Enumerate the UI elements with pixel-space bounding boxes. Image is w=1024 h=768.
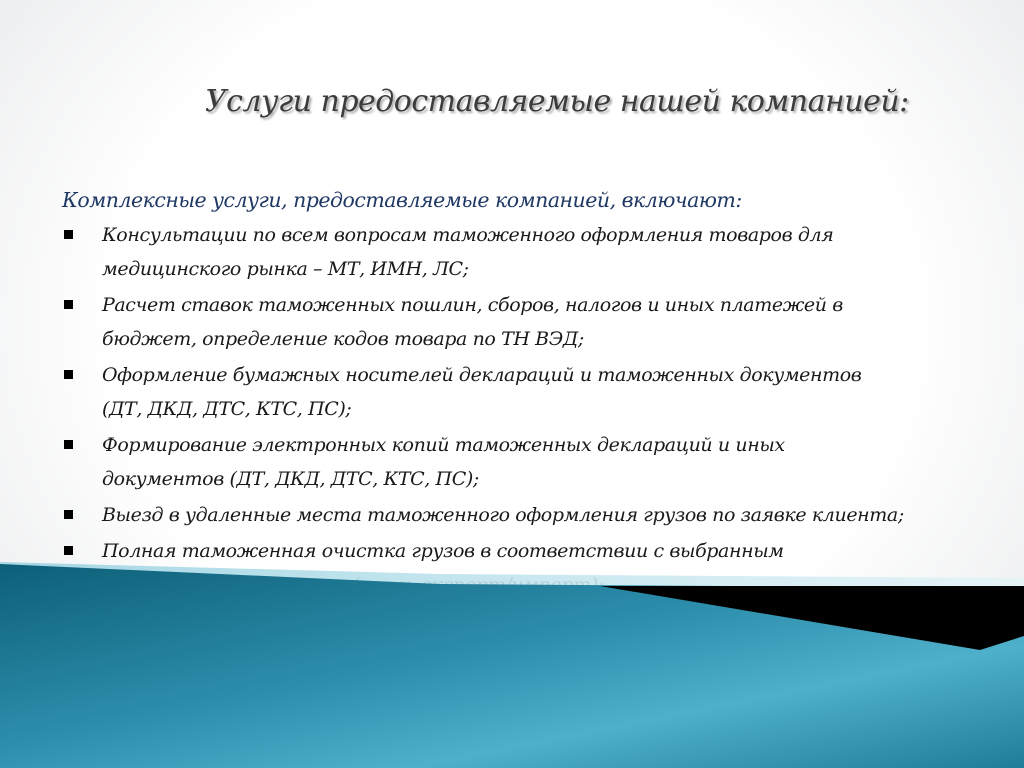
list-item-line: Консультации по всем вопросам таможенного оформления товаров для [102, 224, 834, 246]
intro-text: Комплексные услуги, предоставляемые компанией, включают: [62, 188, 742, 212]
list-item-line: Оформление бумажных носителей деклараций и таможенных документов [102, 364, 862, 386]
list-item-line: Полная таможенная очистка грузов в соответствии с выбранным [102, 540, 784, 562]
list-item-line: (ДТ, ДКД, ДТС, КТС, ПС); [102, 398, 352, 420]
list-item-line: Формирование электронных копий таможенных деклараций и иных [102, 434, 785, 456]
slide-title: Услуги предоставляемые нашей компанией: [205, 84, 909, 119]
list-item-line: медицинского рынка – МТ, ИМН, ЛС; [102, 258, 469, 280]
list-item-line: документов (ДТ, ДКД, ДТС, КТС, ПС); [102, 468, 479, 490]
list-item-line: Выезд в удаленные места таможенного оформления грузов по заявке клиента; [102, 504, 904, 526]
list-item-line: бюджет, определение кодов товара по ТН ВЭД; [102, 328, 584, 350]
list-item-line: Расчет ставок таможенных пошлин, сборов, налогов и иных платежей в [102, 294, 843, 316]
